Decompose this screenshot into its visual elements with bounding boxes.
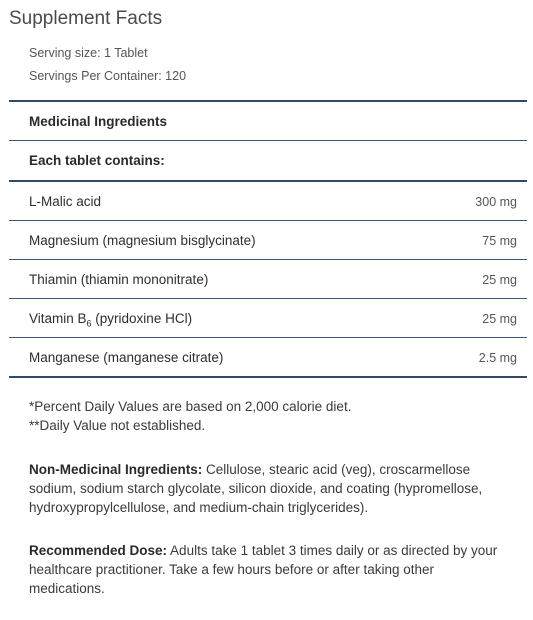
ingredient-name-suffix: (pyridoxine HCl) [91,311,193,326]
ingredient-amount: 75 mg [482,234,517,248]
ingredient-name: L-Malic acid [29,194,102,209]
ingredient-amount: 300 mg [475,195,517,209]
ingredient-amount: 2.5 mg [478,351,517,365]
ingredient-amount: 25 mg [482,273,517,287]
ingredient-name [29,311,192,329]
dv-footnote: *Percent Daily Values are based on 2,000 calorie diet. [29,399,352,414]
ingredient-name: Magnesium (magnesium bisglycinate) [29,233,256,248]
servings-per-container: Servings Per Container: 120 [29,69,187,83]
ingredient-name: Manganese (manganese citrate) [29,350,224,365]
dv-not-established-footnote: **Daily Value not established. [29,418,206,433]
subheading: Each tablet contains: [29,153,165,168]
divider [9,376,527,378]
ingredient-name-subscript: 6 [86,318,92,329]
recommended-dose [29,541,509,598]
recommended-dose-label: Recommended Dose: [29,543,168,558]
divider [9,100,527,102]
divider [9,180,527,182]
row-divider [9,298,527,299]
row-divider [9,337,527,338]
row-divider [9,220,527,221]
section-heading: Medicinal Ingredients [29,114,168,129]
divider [9,140,527,141]
non-medicinal-ingredients [29,460,509,517]
ingredient-name-prefix: Vitamin B [29,311,87,326]
panel-title: Supplement Facts [9,8,163,29]
non-medicinal-label: Non-Medicinal Ingredients: [29,462,203,477]
recommended-dose-text: Adults take 1 tablet 3 times daily or as directed by your healthcare practitioner. Take a few hours before or after taking other medications. [29,543,498,596]
ingredient-name: Thiamin (thiamin mononitrate) [29,272,209,287]
serving-size: Serving size: 1 Tablet [29,46,148,60]
non-medicinal-text: Cellulose, stearic acid (veg), croscarmellose sodium, sodium starch glycolate, silicon dioxide, and coating (hypromellose, hydroxypropylcellulose, and medium-chain triglycerides). [29,462,483,515]
footnotes [29,397,509,435]
ingredient-amount: 25 mg [482,312,517,326]
row-divider [9,259,527,260]
